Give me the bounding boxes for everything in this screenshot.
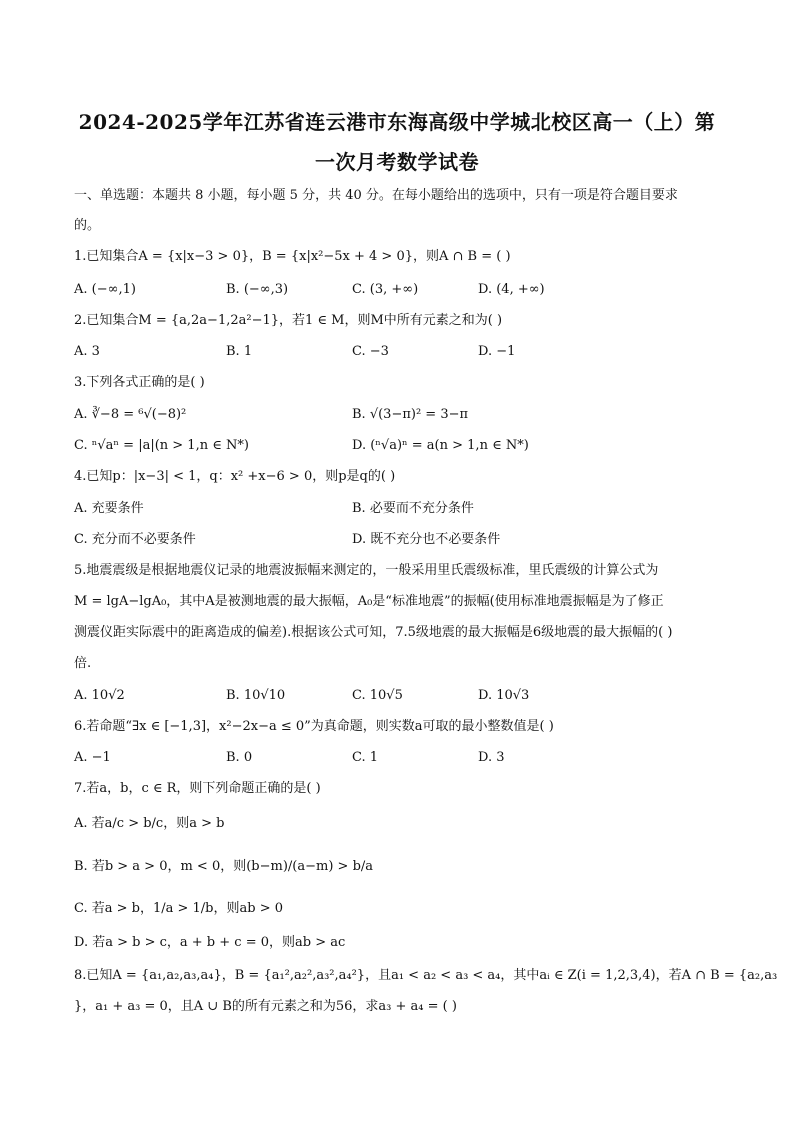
question-4-option-c: C. 充分而不必要条件 [74, 532, 196, 547]
question-5-option-c: C. 10√5 [352, 688, 403, 703]
question-1-option-d: D. (4, +∞) [478, 282, 545, 297]
section-heading-cont: 的。 [74, 218, 101, 233]
question-4-option-a: A. 充要条件 [74, 501, 144, 516]
question-6-option-a: A. −1 [74, 750, 111, 765]
question-2-option-d: D. −1 [478, 344, 516, 359]
question-8-stem: 8.已知A = {a₁,a₂,a₃,a₄}，B = {a₁²,a₂²,a₃²,a₄²}，且a₁ < a₂ < a₃ < a₄，其中aᵢ ∈ Z(i = 1,2,3,4)，若A ∩ B = {a₂,a₃ [74, 968, 778, 983]
question-2-stem: 2.已知集合M = {a,2a−1,2a²−1}，若1 ∈ M，则M中所有元素之和为( ) [74, 313, 503, 328]
question-5-option-d: D. 10√3 [478, 688, 530, 703]
question-5-stem: 5.地震震级是根据地震仪记录的地震波振幅来测定的，一般采用里氏震级标准，里氏震级的计算公式为 [74, 563, 659, 578]
question-4-option-b: B. 必要而不充分条件 [352, 501, 474, 516]
question-6-option-c: C. 1 [352, 750, 379, 765]
question-1-option-c: C. (3, +∞) [352, 282, 419, 297]
question-4-option-d: D. 既不充分也不必要条件 [352, 532, 501, 547]
question-6-option-d: D. 3 [478, 750, 505, 765]
question-3-stem: 3.下列各式正确的是( ) [74, 375, 205, 390]
question-8-stem-cont: }，a₁ + a₃ = 0，且A ∪ B的所有元素之和为56，求a₃ + a₄ = ( ) [74, 999, 457, 1014]
question-4-stem: 4.已知p：|x−3| < 1，q：x² +x−6 > 0，则p是q的( ) [74, 469, 396, 484]
question-2-option-c: C. −3 [352, 344, 389, 359]
title-line-1: 2024-2025学年江苏省连云港市东海高级中学城北校区高一（上）第 [78, 110, 716, 134]
question-5-stem-cont: 测震仪距实际震中的距离造成的偏差).根据该公式可知，7.5级地震的最大振幅是6级地震的最大振幅的( ) [74, 625, 673, 640]
question-6-stem: 6.若命题“∃x ∈ [−1,3]，x²−2x−a ≤ 0”为真命题，则实数a可取的最小整数值是( ) [74, 719, 554, 734]
question-5-stem-cont: M = lgA−lgA₀，其中A是被测地震的最大振幅，A₀是“标准地震”的振幅(使用标准地震振幅是为了修正 [74, 594, 664, 609]
question-1-stem: 1.已知集合A = {x|x−3 > 0}，B = {x|x²−5x + 4 > 0}，则A ∩ B = ( ) [74, 249, 511, 264]
question-5-option-b: B. 10√10 [226, 688, 286, 703]
question-7-option-c: C. 若a > b，1/a > 1/b，则ab > 0 [74, 901, 284, 916]
section-heading: 一、单选题：本题共 8 小题，每小题 5 分，共 40 分。在每小题给出的选项中，只有一项是符合题目要求 [74, 188, 678, 203]
question-7-option-d: D. 若a > b > c，a + b + c = 0，则ab > ac [74, 935, 346, 950]
question-7-stem: 7.若a，b，c ∈ R，则下列命题正确的是( ) [74, 781, 321, 796]
question-3-option-d: D. (ⁿ√a)ⁿ = a(n > 1,n ∈ N*) [352, 438, 529, 453]
question-7-option-b: B. 若b > a > 0，m < 0，则(b−m)/(a−m) > b/a [74, 859, 374, 874]
question-3-option-a: A. ∛−8 = ⁶√(−8)² [74, 407, 187, 422]
question-3-option-b: B. √(3−π)² = 3−π [352, 407, 469, 422]
question-5-option-a: A. 10√2 [74, 688, 125, 703]
question-1-option-a: A. (−∞,1) [74, 282, 136, 297]
question-6-option-b: B. 0 [226, 750, 253, 765]
title-line-2: 一次月考数学试卷 [315, 150, 479, 174]
question-3-option-c: C. ⁿ√aⁿ = |a|(n > 1,n ∈ N*) [74, 438, 249, 453]
question-1-option-b: B. (−∞,3) [226, 282, 289, 297]
question-7-option-a: A. 若a/c > b/c，则a > b [74, 816, 225, 831]
question-2-option-a: A. 3 [74, 344, 100, 359]
question-5-stem-cont: 倍. [74, 656, 92, 671]
question-2-option-b: B. 1 [226, 344, 253, 359]
